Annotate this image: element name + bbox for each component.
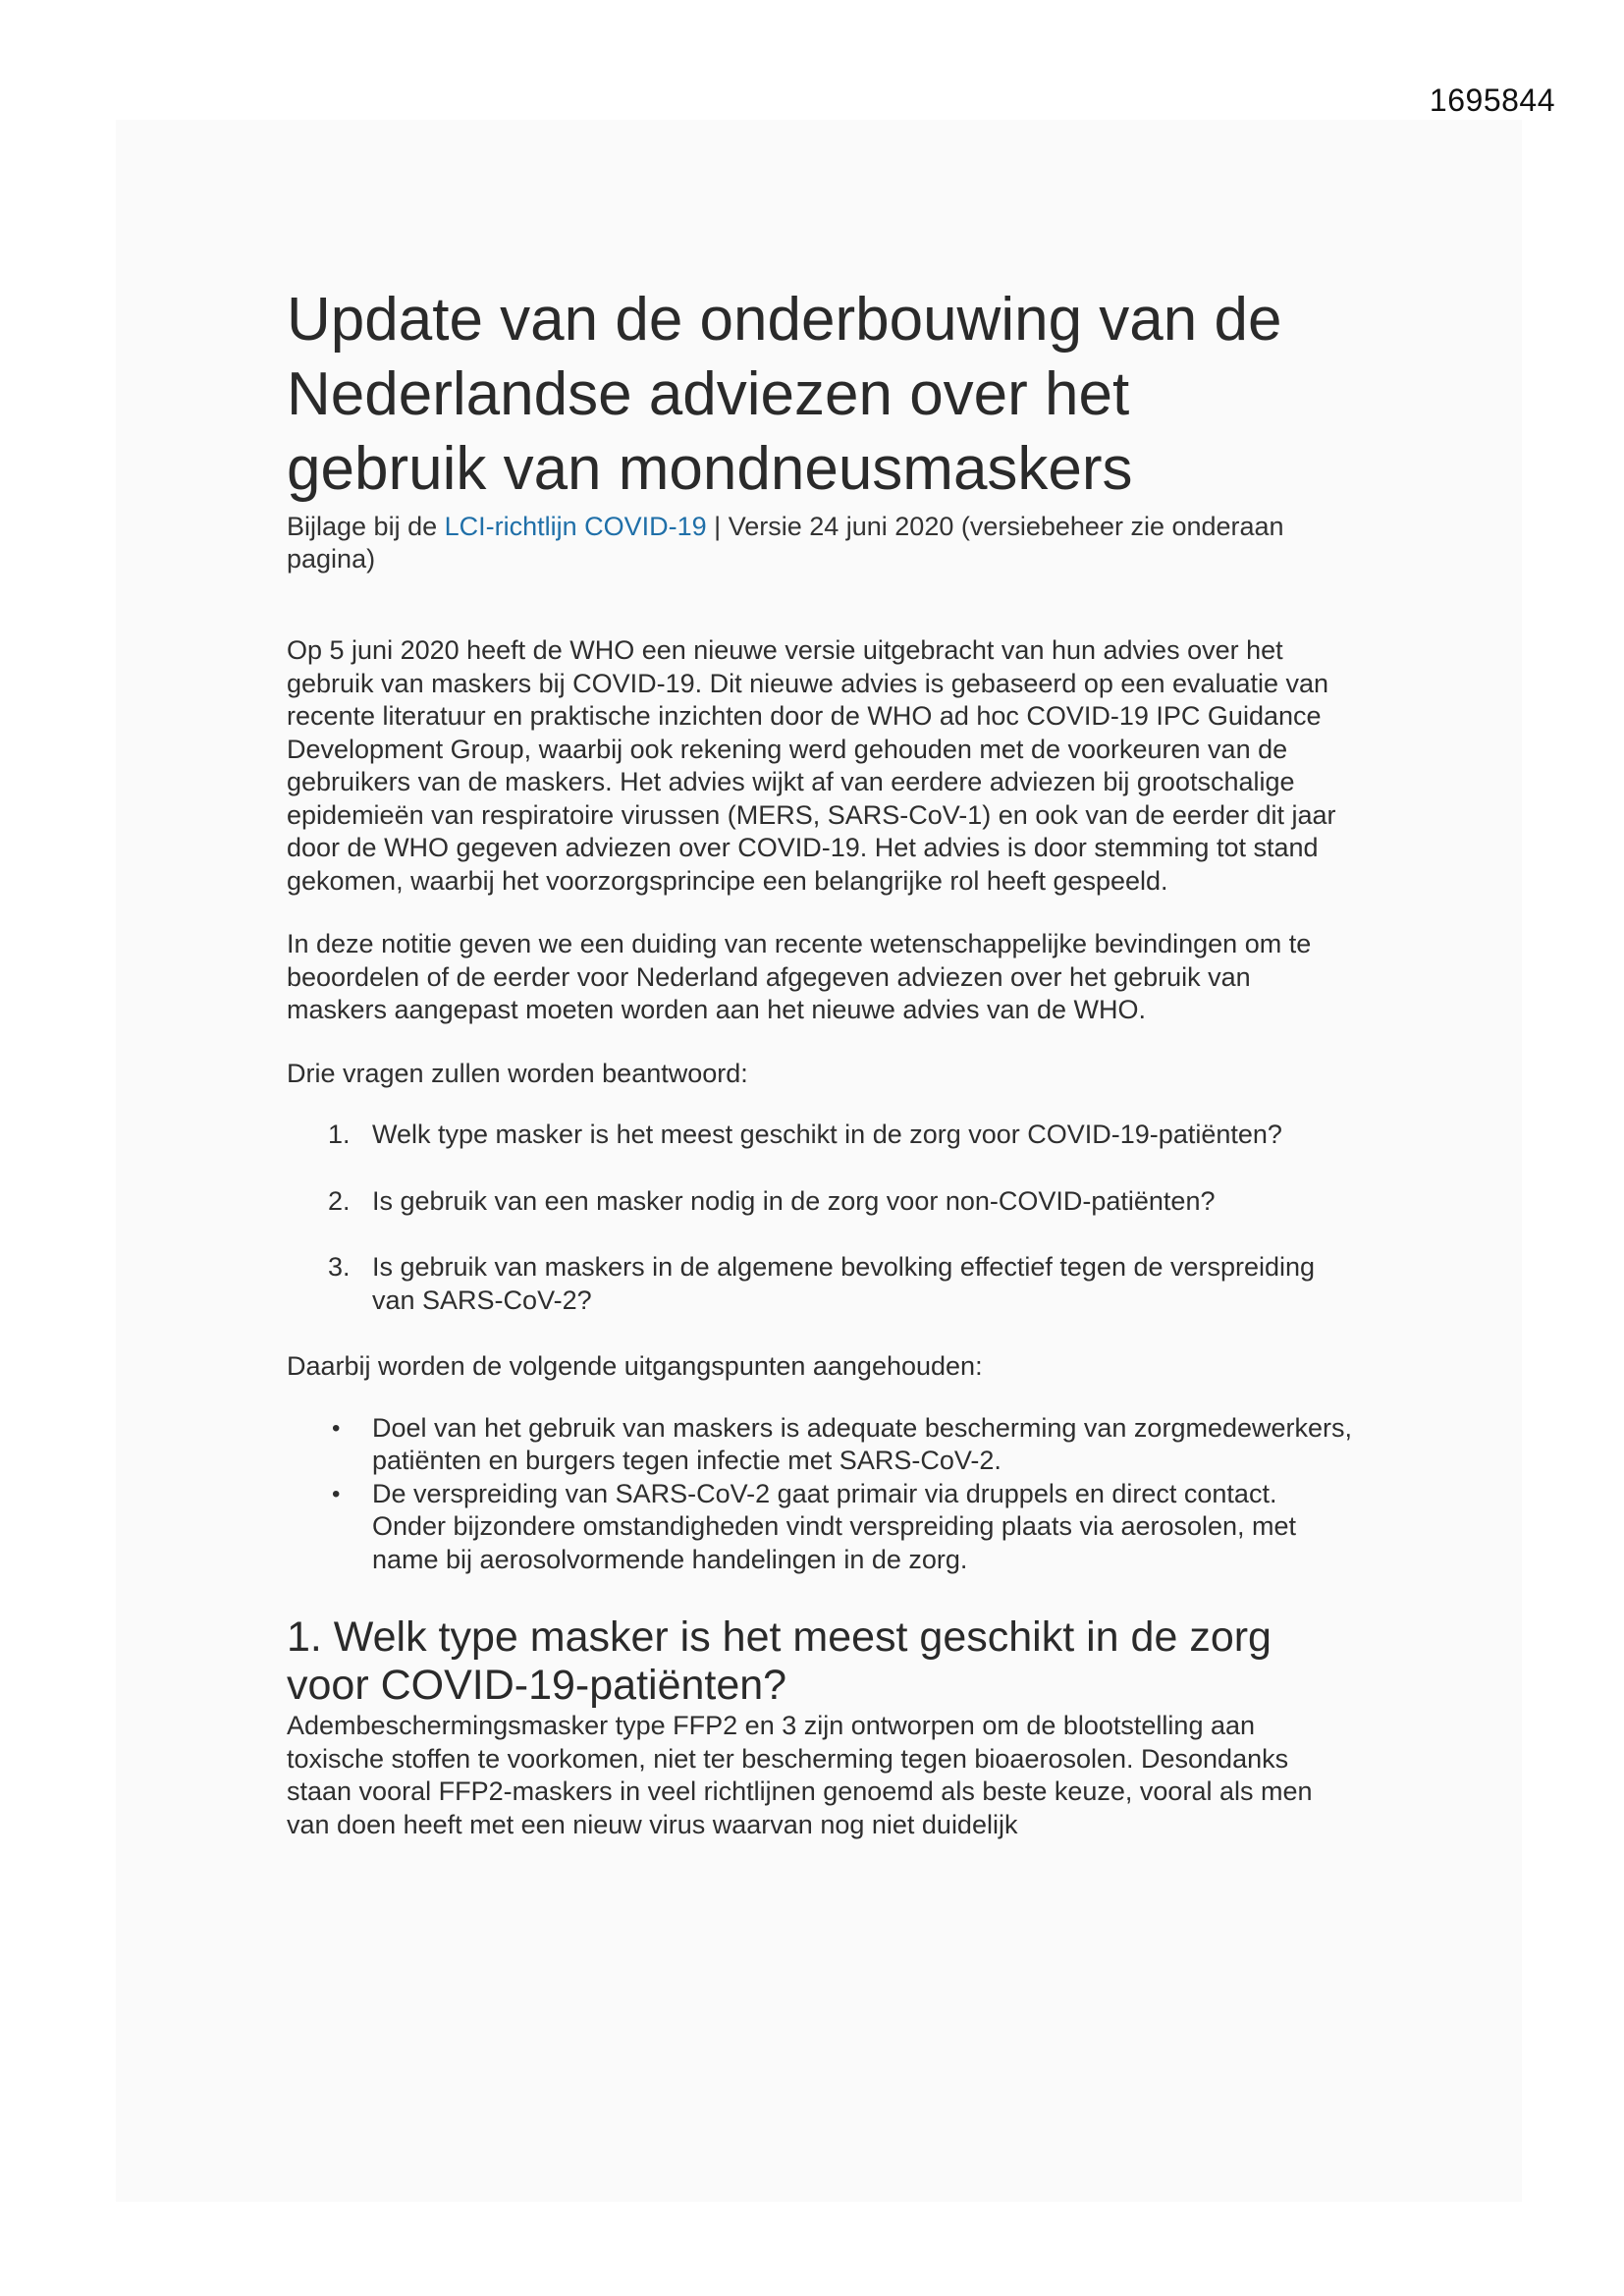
bullet-icon: •	[332, 1480, 341, 1507]
subtitle-prefix: Bijlage bij de	[287, 512, 445, 541]
list-number: 3.	[328, 1252, 351, 1282]
section-heading-line-1: 1. Welk type masker is het meest geschikt in de zorg	[287, 1613, 1272, 1661]
document-id: 1695844	[1429, 82, 1555, 118]
page-title	[287, 283, 1357, 507]
questions-list	[287, 1119, 1357, 1317]
list-item-text: Doel van het gebruik van maskers is adequate bescherming van zorgmedewerkers, patiënten en burgers tegen infectie met SARS-CoV-2.	[372, 1412, 1353, 1475]
section-heading-line-2: voor COVID-19-patiënten?	[287, 1662, 787, 1709]
list-item	[287, 1412, 1357, 1478]
subtitle-suffix: | Versie 24 juni 2020 (versiebeheer zie onderaan pagina)	[287, 512, 1284, 574]
list-item-text: De verspreiding van SARS-CoV-2 gaat primair via druppels en direct contact. Onder bijzondere omstandigheden vindt verspreiding plaats via aerosolen, met name bij aerosolvormende handelingen in de zorg.	[372, 1478, 1297, 1574]
title-line-1: Update van de onderbouwing van de	[287, 286, 1282, 354]
list-item-text: Is gebruik van maskers in de algemene bevolking effectief tegen de verspreiding van SARS-CoV-2?	[372, 1252, 1316, 1315]
bullet-icon: •	[332, 1414, 341, 1442]
section-paragraph: Adembeschermingsmasker type FFP2 en 3 zijn ontworpen om de blootstelling aan toxische stoffen te voorkomen, niet ter bescherming tegen bioaerosolen. Desondanks staan vooral FFP2-maskers in veel richtlijnen genoemd als beste keuze, vooral als men van doen heeft met een nieuw virus waarvan nog niet duidelijk	[287, 1711, 1313, 1839]
list-item	[287, 1185, 1357, 1219]
purpose-paragraph: In deze notitie geven we een duiding van recente wetenschappelijke bevindingen om te beoordelen of de eerder voor Nederland afgegeven adviezen over het gebruik van maskers aangepast moeten worden aan het nieuwe advies van de WHO.	[287, 929, 1312, 1024]
document-body	[287, 283, 1357, 1841]
title-line-3: gebruik van mondneusmaskers	[287, 435, 1133, 503]
list-number: 2.	[328, 1185, 351, 1216]
list-item-text: Is gebruik van een masker nodig in de zorg voor non-COVID-patiënten?	[372, 1185, 1216, 1216]
guideline-link[interactable]: LCI-richtlijn COVID-19	[444, 512, 707, 541]
title-line-2: Nederlandse adviezen over het	[287, 360, 1130, 428]
section-heading	[287, 1613, 1357, 1710]
list-item	[287, 1251, 1357, 1317]
list-item-text: Welk type masker is het meest geschikt in de zorg voor COVID-19-patiënten?	[372, 1120, 1282, 1149]
list-number: 1.	[328, 1120, 351, 1149]
list-item	[287, 1119, 1357, 1152]
questions-intro: Drie vragen zullen worden beantwoord:	[287, 1058, 748, 1088]
principles-list	[287, 1412, 1357, 1577]
subtitle	[287, 511, 1357, 575]
principles-intro: Daarbij worden de volgende uitgangspunten aangehouden:	[287, 1351, 983, 1381]
list-item	[287, 1478, 1357, 1577]
intro-paragraph: Op 5 juni 2020 heeft de WHO een nieuwe versie uitgebracht van hun advies over het gebruik van maskers bij COVID-19. Dit nieuwe advies is gebaseerd op een evaluatie van recente literatuur en praktische inzichten door de WHO ad hoc COVID-19 IPC Guidance Development Group, waarbij ook rekening werd gehouden met de voorkeuren van de gebruikers van de maskers. Het advies wijkt af van eerdere adviezen bij grootschalige epidemieën van respiratoire virussen (MERS, SARS-CoV-1) en ook van de eerder dit jaar door de WHO gegeven adviezen over COVID-19. Het advies is door stemming tot stand gekomen, waarbij het voorzorgsprincipe een belangrijke rol heeft gespeeld.	[287, 635, 1336, 896]
